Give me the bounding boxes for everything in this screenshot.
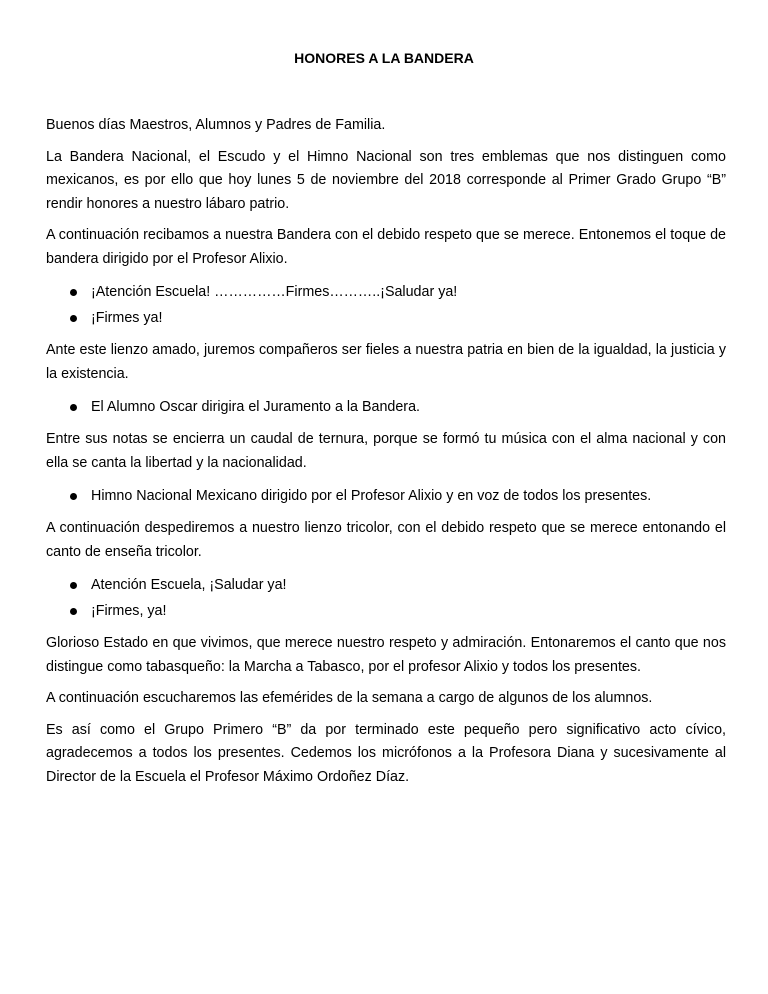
paragraph: A continuación despediremos a nuestro lienzo tricolor, con el debido respeto que se merece entonando el canto de enseña tricolor.: [46, 520, 726, 560]
list-item: [46, 394, 726, 420]
bullet-icon: [70, 493, 77, 500]
list-item-text: ¡Atención Escuela! ……………Firmes………..¡Saludar ya!: [91, 284, 458, 300]
bullet-list: [46, 279, 726, 331]
list-item-text: El Alumno Oscar dirigira el Juramento a la Bandera.: [91, 399, 420, 415]
list-item: [46, 279, 726, 305]
list-item: [46, 305, 726, 331]
list-item: [46, 572, 726, 598]
bullet-list: [46, 394, 726, 420]
list-item: [46, 483, 726, 509]
paragraph: Ante este lienzo amado, juremos compañeros ser fieles a nuestra patria en bien de la igualdad, la justicia y la existencia.: [46, 342, 726, 382]
bullet-icon: [70, 582, 77, 589]
paragraph: Glorioso Estado en que vivimos, que merece nuestro respeto y admiración. Entonaremos el canto que nos distingue como tabasqueño: la Marcha a Tabasco, por el profesor Alixio y todos los presentes.: [46, 635, 726, 675]
document-title: HONORES A LA BANDERA: [294, 50, 474, 66]
document-body: [46, 114, 726, 797]
list-item-text: Atención Escuela, ¡Saludar ya!: [91, 577, 287, 593]
list-item-text: ¡Firmes, ya!: [91, 603, 167, 619]
paragraph: Entre sus notas se encierra un caudal de ternura, porque se formó tu música con el alma nacional y con ella se canta la libertad y la nacionalidad.: [46, 431, 726, 471]
bullet-icon: [70, 289, 77, 296]
list-item: [46, 598, 726, 624]
paragraph: A continuación recibamos a nuestra Bandera con el debido respeto que se merece. Entonemos el toque de bandera dirigido por el Profesor Alixio.: [46, 227, 726, 267]
bullet-icon: [70, 608, 77, 615]
bullet-list: [46, 483, 726, 509]
paragraph: Buenos días Maestros, Alumnos y Padres de Familia.: [46, 117, 386, 133]
bullet-list: [46, 572, 726, 624]
paragraph: A continuación escucharemos las efemérides de la semana a cargo de algunos de los alumnos.: [46, 690, 653, 706]
paragraph: La Bandera Nacional, el Escudo y el Himno Nacional son tres emblemas que nos distinguen como mexicanos, es por ello que hoy lunes 5 de noviembre del 2018 corresponde al Primer Grado Grupo “B” rendir honores a nuestro lábaro patrio.: [46, 148, 726, 212]
list-item-text: ¡Firmes ya!: [91, 310, 163, 326]
paragraph: Es así como el Grupo Primero “B” da por terminado este pequeño pero significativo acto cívico, agradecemos a todos los presentes. Cedemos los micrófonos a la Profesora Diana y sucesivamente al Director de la Escuela el Profesor Máximo Ordoñez Díaz.: [46, 721, 726, 785]
bullet-icon: [70, 315, 77, 322]
list-item-text: Himno Nacional Mexicano dirigido por el Profesor Alixio y en voz de todos los presentes.: [91, 488, 652, 504]
bullet-icon: [70, 404, 77, 411]
